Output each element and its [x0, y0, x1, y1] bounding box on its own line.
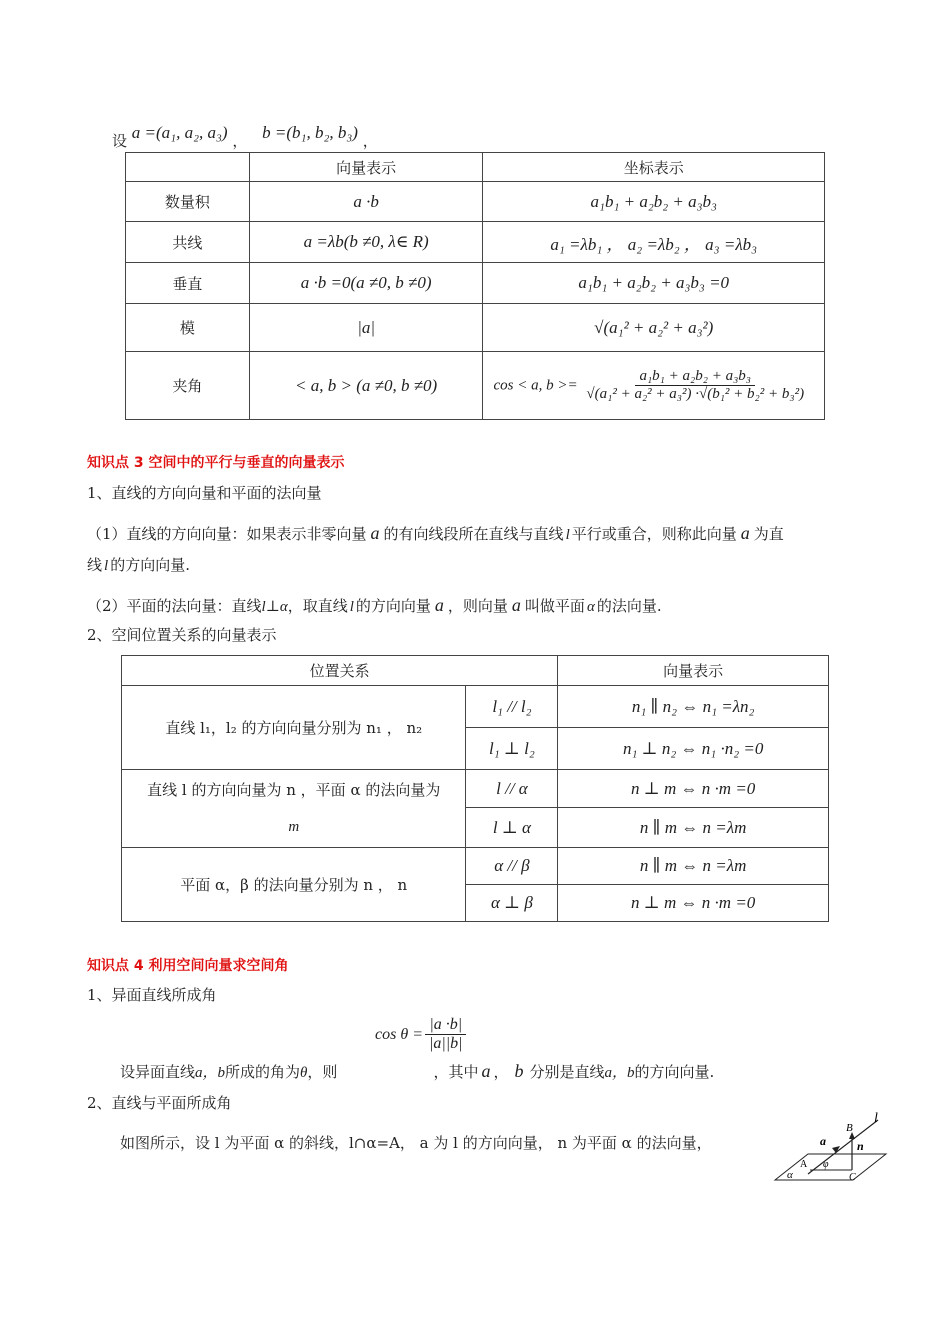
label-phi: φ	[823, 1159, 829, 1170]
section4-para1	[120, 1056, 714, 1088]
para2-e: ，则向量	[447, 597, 508, 615]
section3-item2: 2、空间位置关系的向量表示	[87, 626, 277, 644]
section3-para2	[87, 590, 872, 622]
vector-cell: n₁ ∥ n₂ ⇔ n₁ =λn₂	[558, 686, 829, 728]
s4p-c: ，则	[307, 1063, 338, 1081]
relation-cell: l₁ ⊥ l₂	[466, 728, 558, 770]
section4-title: 知识点 4 利用空间向量求空间角	[87, 958, 289, 974]
var-alpha: α	[586, 599, 595, 615]
s4p-vb: b	[514, 1061, 524, 1081]
intro-prefix: 设	[112, 132, 128, 150]
para2-h: 的法向量.	[596, 597, 662, 615]
group-desc-line2: m	[288, 819, 300, 835]
label-B: B	[846, 1122, 853, 1134]
table2-header-vector: 向量表示	[558, 656, 829, 686]
vector-cell: n ∥ m ⇔ n =λm	[558, 808, 829, 848]
row-coord: a₁b₁ + a₂b₂ + a₃b₃ =0	[483, 263, 825, 304]
var-l: l	[565, 527, 570, 543]
para1-b: 的有向线段所在直线与直线	[383, 525, 564, 543]
section3-item1: 1、直线的方向向量和平面的法向量	[87, 484, 322, 502]
row-name: 共线	[126, 222, 250, 263]
vector-cell: n₁ ⊥ n₂ ⇔ n₁ ·n₂ =0	[558, 728, 829, 770]
section3-para1	[87, 518, 872, 581]
s4p-d: ，其中	[433, 1063, 479, 1081]
group-description: 直线 l₁，l₂ 的方向向量分别为 n₁ ， n₂	[122, 686, 466, 770]
label-a: a	[820, 1134, 826, 1148]
row-vector: a ·b =0(a ≠0, b ≠0)	[249, 263, 483, 304]
var-a: a	[740, 523, 750, 543]
line-l	[808, 1120, 878, 1174]
var-l: l	[104, 558, 109, 574]
table2-header-relation: 位置关系	[122, 656, 558, 686]
cos-numerator: |a ·b|	[425, 1016, 466, 1035]
para2-c: ，取直线	[287, 597, 348, 615]
cos-formula	[375, 1016, 467, 1053]
row-vector: a =λb(b ≠0, λ∈ R)	[249, 222, 483, 263]
row-name: 夹角	[126, 352, 250, 420]
row-name: 垂直	[126, 263, 250, 304]
s4p-a: 设异面直线	[120, 1063, 196, 1081]
line-plane-angle-figure	[770, 1112, 890, 1184]
para2-f: 叫做平面	[524, 597, 585, 615]
vector-cell: n ∥ m ⇔ n =λm	[558, 848, 829, 885]
relation-cell: α ⊥ β	[466, 885, 558, 922]
relation-cell: l // α	[466, 770, 558, 808]
vector-cell: n ⊥ m ⇔ n ·m =0	[558, 885, 829, 922]
label-C: C	[849, 1172, 856, 1183]
cos-prefix: cos θ =	[375, 1025, 423, 1043]
angle-numerator: a₁b₁ + a₂b₂ + a₃b₃	[635, 368, 755, 386]
row-name: 数量积	[126, 182, 250, 222]
var-a: a	[511, 595, 521, 615]
para1-c: 平行或重合，则称此向量	[571, 525, 737, 543]
vector-cell: n ⊥ m ⇔ n ·m =0	[558, 770, 829, 808]
s4p-f: 的方向向量.	[634, 1063, 715, 1081]
group-description	[122, 770, 466, 848]
para1-d: 为直	[753, 525, 784, 543]
label-n: n	[857, 1139, 864, 1153]
s4p-va: a	[481, 1061, 491, 1081]
var-a: a	[434, 595, 444, 615]
para2-a: （2）平面的法向量：直线	[87, 597, 262, 615]
s4p-ab2: a，b	[604, 1065, 635, 1081]
row-coord-angle	[483, 352, 825, 420]
var-l: l	[349, 599, 354, 615]
relation-cell: l ⊥ α	[466, 808, 558, 848]
vector-a-def: a =(a₁, a₂, a₃)	[131, 123, 228, 142]
row-vector: a ·b	[249, 182, 483, 222]
table1-header-vector: 向量表示	[249, 153, 483, 182]
section4-para2: 如图所示，设 l 为平面 α 的斜线，l∩α=A， a 为 l 的方向向量， n 为平面 α 的法向量，	[120, 1134, 712, 1152]
para2-d: 的方向向量	[355, 597, 431, 615]
row-coord: √(a₁² + a₂² + a₃²)	[483, 304, 825, 352]
angle-cos-prefix: cos < a, b >=	[493, 377, 578, 394]
s4p-e: 分别是直线	[529, 1063, 605, 1081]
para1-a: （1）直线的方向向量：如果表示非零向量	[87, 525, 367, 543]
row-vector: |a|	[249, 304, 483, 352]
vector-b-def: b =(b₁, b₂, b₃)	[262, 123, 358, 142]
s4p-b: 所成的角为	[225, 1063, 301, 1081]
section4-item1: 1、异面直线所成角	[87, 986, 217, 1004]
row-vector: < a, b > (a ≠0, b ≠0)	[249, 352, 483, 420]
angle-fraction	[582, 368, 808, 403]
row-coord: a₁ =λb₁ ， a₂ =λb₂ ， a₃ =λb₃	[483, 222, 825, 263]
relation-cell: l₁ // l₂	[466, 686, 558, 728]
row-name: 模	[126, 304, 250, 352]
intro-line	[112, 122, 378, 150]
row-coord: a₁b₁ + a₂b₂ + a₃b₃	[483, 182, 825, 222]
s4p-theta: θ	[300, 1065, 308, 1081]
l-perp-alpha: l⊥α	[261, 599, 288, 615]
s4p-sep: ，	[493, 1063, 509, 1081]
group-description: 平面 α，β 的法向量分别为 n ， n	[122, 848, 466, 922]
label-A: A	[800, 1159, 808, 1170]
cos-fraction	[425, 1016, 467, 1053]
section4-item2: 2、直线与平面所成角	[87, 1094, 232, 1112]
label-l: l	[874, 1112, 878, 1126]
intro-sep1: ，	[232, 132, 248, 150]
s4p-ab: a，b	[195, 1065, 226, 1081]
var-a: a	[370, 523, 380, 543]
cos-denominator: |a||b|	[428, 1035, 463, 1052]
section3-title: 知识点 3 空间中的平行与垂直的向量表示	[87, 455, 345, 471]
label-alpha: α	[787, 1169, 793, 1181]
relation-cell: α // β	[466, 848, 558, 885]
intro-sep2: ，	[362, 132, 378, 150]
angle-denominator: √(a₁² + a₂² + a₃²) ·√(b₁² + b₂² + b₃²)	[586, 386, 805, 402]
para1-e: 线	[87, 556, 103, 574]
vector-operations-table	[125, 152, 825, 420]
para1-f: 的方向向量.	[110, 556, 190, 574]
group-desc-line1: 直线 l 的方向向量为 n ，平面 α 的法向量为	[147, 781, 441, 799]
table1-header-empty	[126, 153, 250, 182]
table1-header-coord: 坐标表示	[483, 153, 825, 182]
position-relation-table	[121, 655, 829, 922]
